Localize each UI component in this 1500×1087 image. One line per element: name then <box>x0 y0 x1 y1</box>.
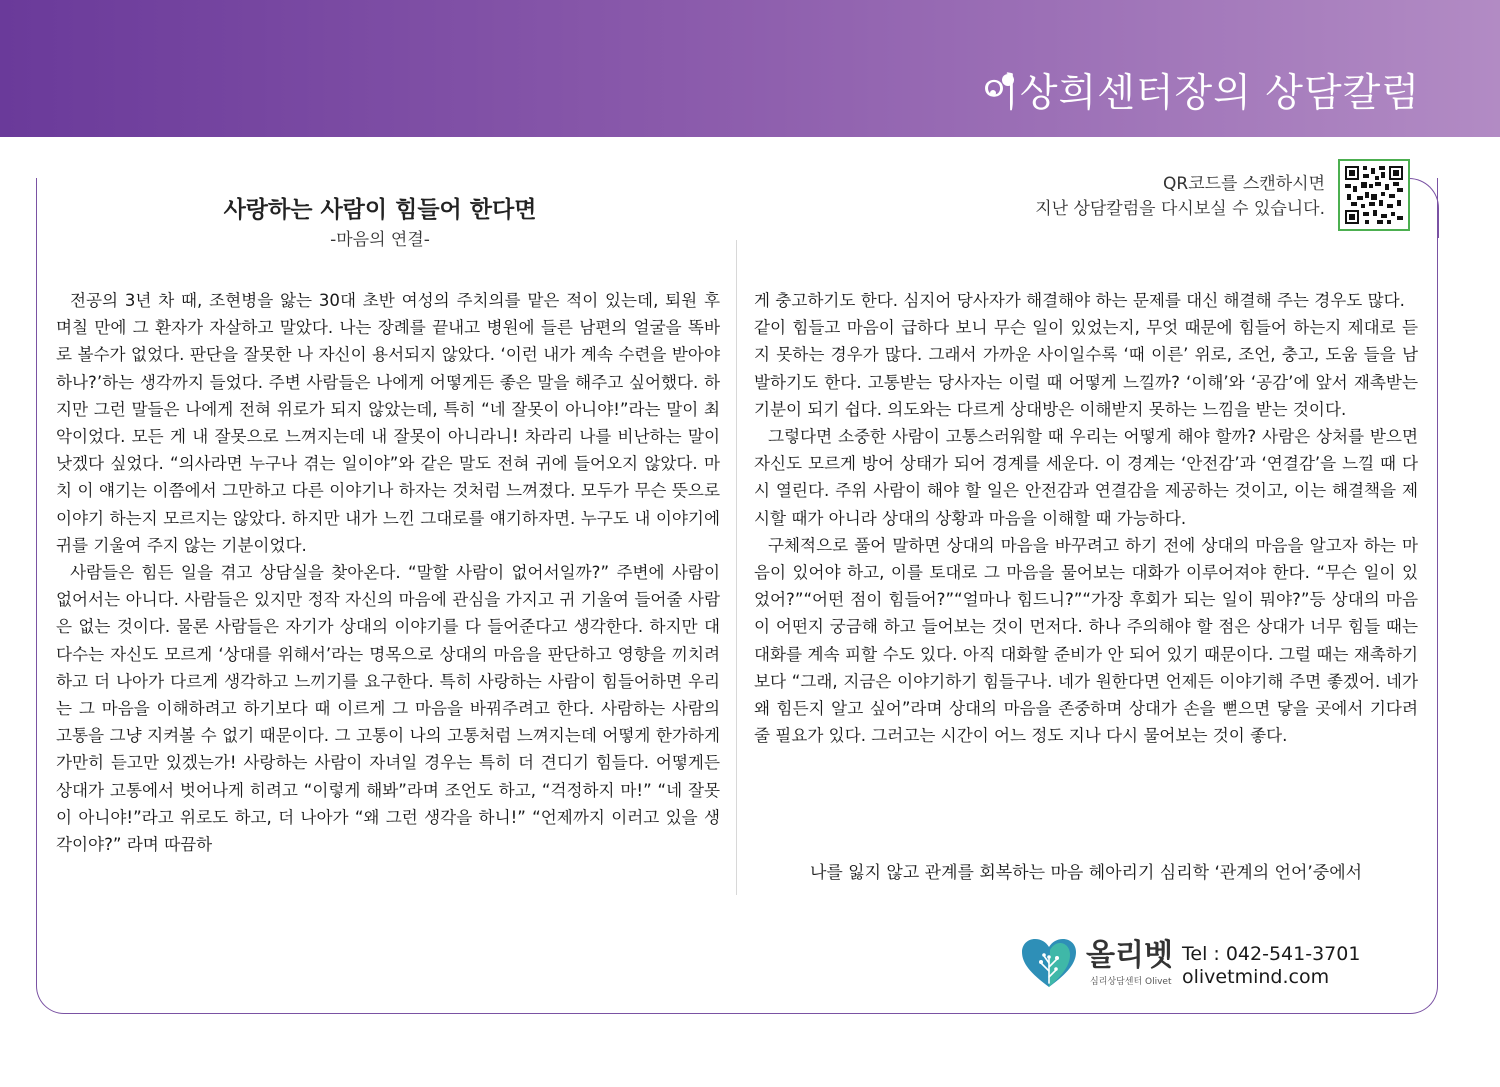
right-column <box>754 287 1418 749</box>
website-link[interactable]: olivetmind.com <box>1182 966 1330 988</box>
paragraph: 전공의 3년 차 때, 조현병을 앓는 30대 초반 여성의 주치의를 맡은 적이 있는데, 퇴원 후 며칠 만에 그 환자가 자살하고 말았다. 나는 장례를 끝내고 병원에 들른 남편의 얼굴을 똑바로 볼수가 없었다. 판단을 잘못한 나 자신이 용서되지 않았다. ‘이런 내가 계속 수련을 받아야 하나?’하는 생각까지 들었다. 주변 사람들은 나에게 어떻게든 좋은 말을 해주고 싶어했다. 하지만 그런 말들은 나에게 전혀 위로가 되지 않았는데, 특히 “네 잘못이 아니야!”라는 말이 최악이었다. 모든 게 내 잘못으로 느껴지는데 내 잘못이 아니라니! 차라리 나를 비난하는 말이 낫겠다 싶었다. “의사라면 누구나 겪는 일이야”와 같은 말도 전혀 귀에 들어오지 않았다. 마치 이 얘기는 이쯤에서 그만하고 다른 이야기나 하자는 것처럼 느껴졌다. 모두가 무슨 뜻으로 이야기 하는지 모르지는 않았다. 하지만 내가 느낀 그대로를 얘기하자면. 누구도 내 이야기에 귀를 기울여 주지 않는 기분이었다. <box>56 291 720 555</box>
source-citation: 나를 잃지 않고 관계를 회복하는 마음 헤아리기 심리학 ‘관계의 언어’중에서 <box>809 863 1363 883</box>
banner-title: 이상희센터장의 상담칼럼 <box>981 71 1420 116</box>
qr-caption <box>1035 172 1325 222</box>
telephone: Tel : 042-541-3701 <box>1182 943 1361 965</box>
brand-subtitle: 심리상담센터 Olivet <box>1090 977 1172 987</box>
qr-caption-line1: QR코드를 스캔하시면 <box>1163 174 1325 194</box>
contact-info <box>1182 943 1360 989</box>
paragraph: 구체적으로 풀어 말하면 상대의 마음을 바꾸려고 하기 전에 상대의 마음을 알고자 하는 마음이 있어야 하고, 이를 토대로 그 마음을 물어보는 대화가 이루어져야 한다. “무슨 일이 있었어?”“어떤 점이 힘들어?”“얼마나 힘드니?”“가장 후회가 되는 일이 뭐야?”등 상대의 마음이 어떤지 궁금해 하고 들어보는 것이 먼저다. 하나 주의해야 할 점은 상대가 너무 힘들 때는 대화를 계속 피할 수도 있다. 아직 대화할 준비가 안 되어 있기 때문이다. 그럴 때는 재촉하기보다 “그래, 지금은 이야기하기 힘들구나. 네가 원한다면 언제든 이야기해 주면 좋겠어. 네가 왜 힘든지 알고 싶어”라며 상대의 마음을 존중하며 상대가 손을 뻗으면 닿을 곳에서 기다려 줄 필요가 있다. 그러고는 시간이 어느 정도 지나 다시 물어보는 것이 좋다. <box>754 535 1418 746</box>
article-subtitle: -마음의 연결- <box>330 230 430 250</box>
paragraph: 게 충고하기도 한다. 심지어 당사자가 해결해야 하는 문제를 대신 해결해 주는 경우도 많다. <box>754 291 1405 310</box>
header-banner <box>0 0 1500 137</box>
column-divider <box>736 240 737 895</box>
article-title: 사랑하는 사람이 힘들어 한다면 <box>223 197 537 223</box>
brand-name: 올리벳 <box>1086 938 1173 973</box>
paragraph: 사람들은 힘든 일을 겪고 상담실을 찾아온다. “말할 사람이 없어서일까?” 주변에 사람이 없어서는 아니다. 사람들은 있지만 정작 자신의 마음에 관심을 가지고 귀 기울여 들어줄 사람은 없는 것이다. 물론 사람들은 자기가 상대의 이야기를 다 들어준다고 생각한다. 하지만 대다수는 자신도 모르게 ‘상대를 위해서’라는 명목으로 상대의 마음을 판단하고 영향을 끼치려 하고 더 나아가 다르게 생각하고 느끼기를 요구한다. 특히 사랑하는 사람이 힘들어하면 우리는 그 마음을 이해하려고 하기보다 때 이르게 그 마음을 바꿔주려고 한다. 사람하는 사람의 고통을 그냥 지켜볼 수 없기 때문이다. 그 고통이 나의 고통처럼 느껴지는데 어떻게 한가하게 가만히 듣고만 있겠는가! 사랑하는 사람이 자녀일 경우는 특히 더 견디기 힘들다. 어떻게든 상대가 고통에서 벗어나게 히려고 “이렇게 해봐”라며 조언도 하고, “걱정하지 마!” “네 잘못이 아니야!”라고 위로도 하고, 더 나아가 “왜 그런 생각을 하니!” “언제까지 이러고 있을 생각이야?” 라며 따끔하 <box>56 563 720 855</box>
qr-code-icon[interactable] <box>1338 159 1410 231</box>
paragraph: 그렇다면 소중한 사람이 고통스러워할 때 우리는 어떻게 해야 할까? 사람은 상처를 받으면 자신도 모르게 방어 상태가 되어 경계를 세운다. 이 경계는 ‘안전감’과 ‘연결감’을 느낄 때 다시 열린다. 주위 사람이 해야 할 일은 안전감과 연결감을 제공하는 것이고, 이는 해결책을 제시할 때가 아니라 상대의 상황과 마음을 이해할 때 가능하다. <box>754 427 1418 528</box>
heart-tree-icon <box>1020 937 1078 989</box>
left-column <box>56 287 720 858</box>
article-header <box>60 192 700 252</box>
paragraph: 같이 힘들고 마음이 급하다 보니 무슨 일이 있었는지, 무엇 때문에 힘들어 하는지 제대로 듣지 못하는 경우가 많다. 그래서 가까운 사이일수록 ‘때 이른’ 위로, 조언, 충고, 도움 들을 남발하기도 한다. 고통받는 당사자는 이럴 때 어떻게 느낄까? ‘이해’와 ‘공감’에 앞서 재촉받는 기분이 되기 쉽다. 의도와는 다르게 상대방은 이해받지 못하는 느낌을 받는 것이다. <box>754 318 1418 419</box>
qr-caption-line2: 지난 상담칼럼을 다시보실 수 있습니다. <box>1035 199 1325 219</box>
